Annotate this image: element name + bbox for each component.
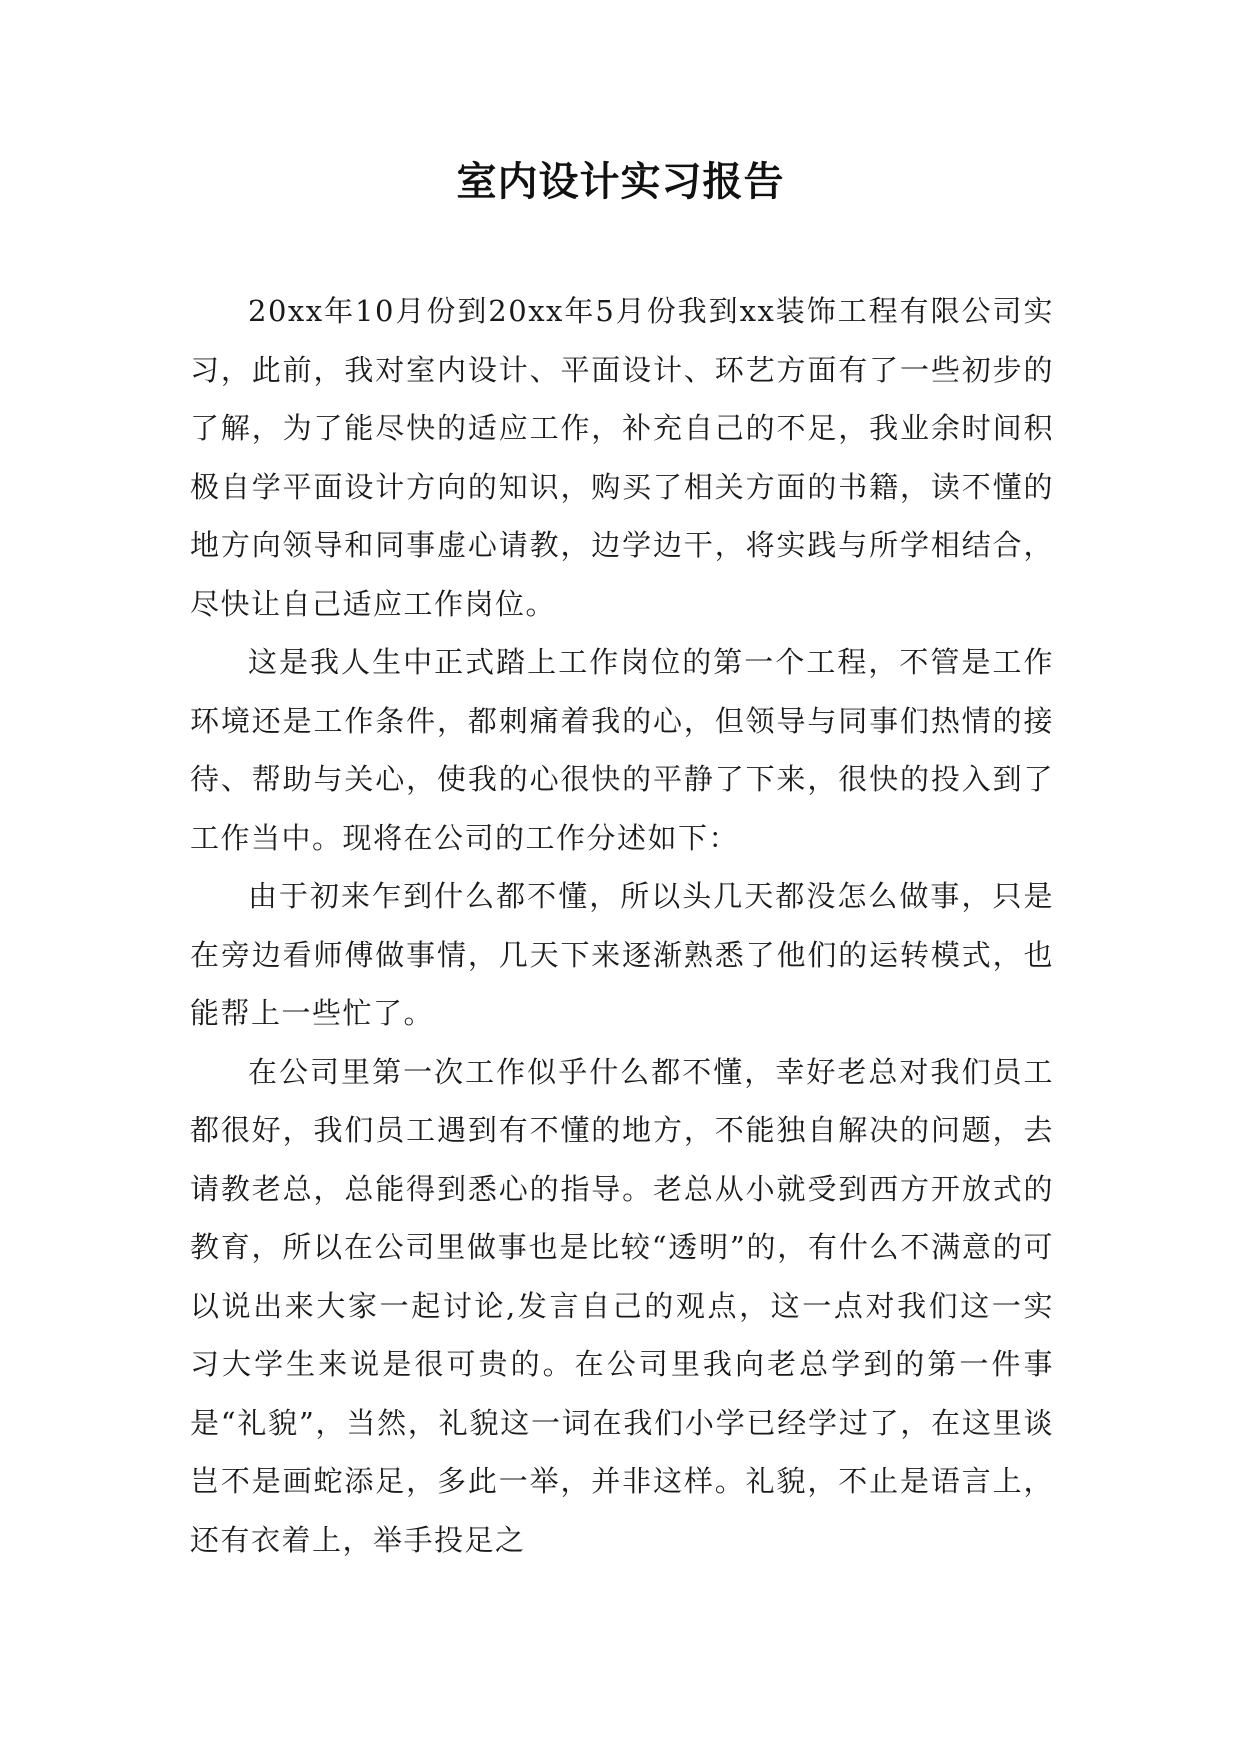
- paragraph-4: 在公司里第一次工作似乎什么都不懂，幸好老总对我们员工都很好，我们员工遇到有不懂的地方，不能独自解决的问题，去请教老总，总能得到悉心的指导。老总从小就受到西方开放式的教育，所以在公司里做事也是比较“透明”的，有什么不满意的可以说出来大家一起讨论,发言自己的观点，这一点对我们这一实习大学生来说是很可贵的。在公司里我向老总学到的第一件事是“礼貌”，当然，礼貌这一词在我们小学已经学过了，在这里谈岂不是画蛇添足，多此一举，并非这样。礼貌，不止是语言上，还有衣着上，举手投足之: [190, 1054, 1054, 1557]
- document-body: [190, 282, 1054, 1569]
- paragraph-3: 由于初来乍到什么都不懂，所以头几天都没怎么做事，只是在旁边看师傅做事情，几天下来逐渐熟悉了他们的运转模式，也能帮上一些忙了。: [190, 879, 1054, 1030]
- document-title: 室内设计实习报告: [456, 159, 785, 205]
- paragraph-1: 20xx年10月份到20xx年5月份我到xx装饰工程有限公司实习，此前，我对室内设计、平面设计、环艺方面有了一些初步的了解，为了能尽快的适应工作，补充自己的不足，我业余时间积极自学平面设计方向的知识，购买了相关方面的书籍，读不懂的地方向领导和同事虚心请教，边学边干，将实践与所学相结合，尽快让自己适应工作岗位。: [190, 294, 1054, 621]
- paragraph-2: 这是我人生中正式踏上工作岗位的第一个工程，不管是工作环境还是工作条件，都刺痛着我的心，但领导与同事们热情的接待、帮助与关心，使我的心很快的平静了下来，很快的投入到了工作当中。现将在公司的工作分述如下：: [190, 645, 1054, 855]
